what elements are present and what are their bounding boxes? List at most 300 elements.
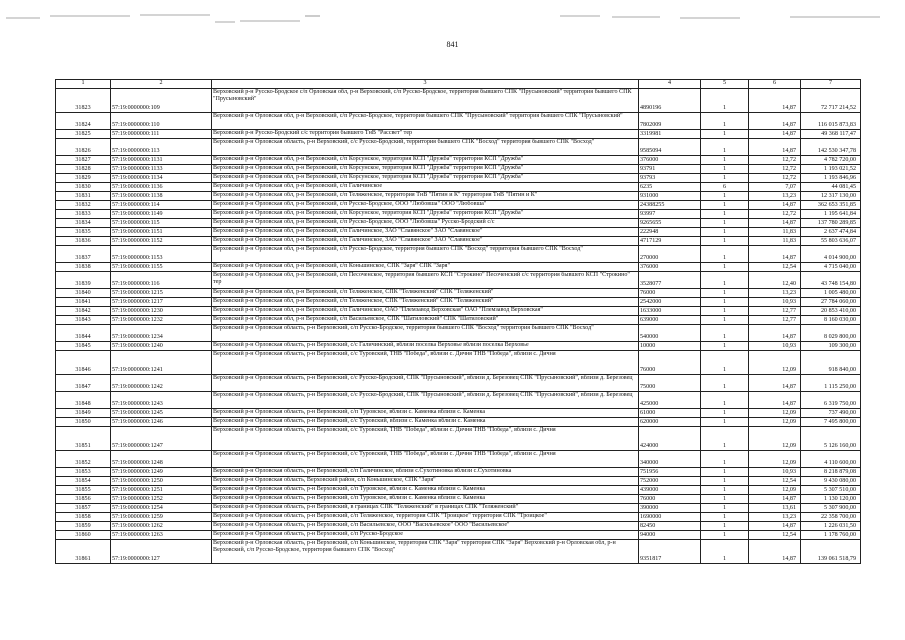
location-description-cell: Верховский р-н Орловская обл, р-н Верховский, с/п Русско-Бродское, ООО "Любовша" Русско-Бродский с/с [212,219,639,228]
area-cell: 7802009 [639,113,701,130]
rate-cell: 12,54 [749,263,801,272]
location-description-cell: Верховский р-н Орловская обл, р-н Верховский, с/п Русско-Бродское, территория бывшего СПК "Прусыновский" территория бывшего СПК "Прусыновский" [212,113,639,130]
table-row [56,130,861,139]
table-row [56,375,861,392]
cadastral-number-cell: 57:19:0000000:1131 [111,156,212,165]
cadastral-value-cell: 43 748 154,80 [801,272,861,289]
cadastral-value-cell: 5 126 160,00 [801,427,861,451]
row-number-cell: 31830 [56,183,111,192]
table-row [56,246,861,263]
location-description-cell: Верховский р-н Орловская обл, р-н Верховский, с/п Галичинское, ЗАО "Славянское" ЗАО "Славянское" [212,228,639,237]
count-cell: 1 [701,351,749,375]
area-cell: 93997 [639,210,701,219]
cadastral-value-cell: 6 319 750,00 [801,392,861,409]
cadastral-number-cell: 57:19:0000000:1149 [111,210,212,219]
cadastral-value-cell: 142 530 347,78 [801,139,861,156]
area-cell: 752000 [639,477,701,486]
count-cell: 1 [701,210,749,219]
table-row [56,156,861,165]
count-cell: 1 [701,316,749,325]
table-row [56,540,861,564]
count-cell: 1 [701,246,749,263]
count-cell: 1 [701,468,749,477]
rate-cell: 12,09 [749,418,801,427]
rate-cell: 14,87 [749,113,801,130]
rate-cell: 14,87 [749,325,801,342]
location-description-cell: Верховский р-н Орловская область, р-н Верховский, с/п Русско-Бродское, территория бывшего СПК "Восход" территория бывшего СПК "Восход" [212,325,639,342]
table-row [56,468,861,477]
cadastral-number-cell: 57:19:0000000:116 [111,272,212,289]
cadastral-value-cell: 12 317 130,00 [801,192,861,201]
cadastral-value-cell: 7 495 800,00 [801,418,861,427]
rate-cell: 13,23 [749,192,801,201]
row-number-cell: 31826 [56,139,111,156]
area-cell: 390000 [639,504,701,513]
table-row [56,451,861,468]
location-description-cell: Верховский р-н Орловская область, р-н Верховский, с/с Галичинский, вблизи поселка Верховье вблизи поселка Верховье [212,342,639,351]
table-row [56,174,861,183]
count-cell: 1 [701,540,749,564]
row-number-cell: 31846 [56,351,111,375]
location-description-cell: Верховский р-н Орловская обл, р-н Верховский, с/п Теляженское, СПК "Теляженский" СПК "Теляженский" [212,289,639,298]
cadastral-number-cell: 57:19:0000000:1242 [111,375,212,392]
table-row [56,495,861,504]
cadastral-value-cell: 9 430 080,00 [801,477,861,486]
cadastral-number-cell: 57:19:0000000:1134 [111,174,212,183]
rate-cell: 14,87 [749,540,801,564]
cadastral-value-cell: 362 653 351,85 [801,201,861,210]
cadastral-number-cell: 57:19:0000000:110 [111,113,212,130]
location-description-cell: Верховский р-н Орловская область, р-н Верховский, с/с Русско-Бродский, территория бывшего СПК "Восход" территория бывшего СПК "Восход" [212,139,639,156]
count-cell: 1 [701,531,749,540]
row-number-cell: 31840 [56,289,111,298]
header-col-7: 7 [801,80,861,89]
location-description-cell: Верховский р-н Орловская область, р-н Верховский, с/с Туровский, ТНВ "Победа", вблизи с. Дичня ТНВ "Победа", вблизи с. Дичня [212,351,639,375]
count-cell: 1 [701,477,749,486]
cadastral-value-cell: 737 490,00 [801,409,861,418]
cadastral-value-cell: 5 307 510,00 [801,486,861,495]
rate-cell: 12,40 [749,272,801,289]
area-cell: 222948 [639,228,701,237]
rate-cell: 12,54 [749,477,801,486]
table-row [56,342,861,351]
rate-cell: 14,87 [749,201,801,210]
table-row [56,522,861,531]
count-cell: 1 [701,89,749,113]
table-row [56,263,861,272]
cadastral-value-cell: 2 637 474,84 [801,228,861,237]
area-cell: 9585094 [639,139,701,156]
rate-cell: 14,87 [749,219,801,228]
table-body [56,89,861,564]
rate-cell: 13,23 [749,289,801,298]
cadastral-number-cell: 57:19:0000000:127 [111,540,212,564]
area-cell: 270000 [639,246,701,263]
location-description-cell: Верховский р-н Орловская область, р-н Верховский, с/п Коньшинское, территория СПК "Заря" территория СПК "Заря" Верховский р-н Орловская обл, р-н Верховский, с/п Русско-Бродское, территория бывшего СПК "Восход" [212,540,639,564]
cadastral-value-cell: 72 717 214,52 [801,89,861,113]
count-cell: 1 [701,263,749,272]
table-row [56,392,861,409]
cadastral-number-cell: 57:19:0000000:1247 [111,427,212,451]
header-col-4: 4 [639,80,701,89]
location-description-cell: Верховский р-н Орловская обл, р-н Верховский, с/п Коньшинское, СПК "Заря" СПК "Заря" [212,263,639,272]
rate-cell: 14,87 [749,392,801,409]
area-cell: 3528077 [639,272,701,289]
cadastral-value-cell: 4 715 040,00 [801,263,861,272]
cadastral-number-cell: 57:19:0000000:1248 [111,451,212,468]
rate-cell: 12,72 [749,156,801,165]
rate-cell: 12,09 [749,486,801,495]
count-cell: 1 [701,201,749,210]
area-cell: 1633000 [639,307,701,316]
location-description-cell: Верховский р-н Орловская обл, р-н Верховский, с/п Васильевское, СПК "Шатиловский" СПК "Шатиловский" [212,316,639,325]
area-cell: 1690000 [639,513,701,522]
rate-cell: 14,87 [749,522,801,531]
table-row [56,513,861,522]
area-cell: 340000 [639,451,701,468]
table-row [56,351,861,375]
cadastral-number-cell: 57:19:0000000:1230 [111,307,212,316]
location-description-cell: Верховский р-н Орловская область, р-н Верховский, в границах СПК "Теляженский" в границах СПК "Теляженский" [212,504,639,513]
cadastral-number-cell: 57:19:0000000:1215 [111,289,212,298]
row-number-cell: 31843 [56,316,111,325]
count-cell: 1 [701,139,749,156]
table-row [56,89,861,113]
row-number-cell: 31858 [56,513,111,522]
cadastral-value-cell: 55 803 636,07 [801,237,861,246]
rate-cell: 14,87 [749,375,801,392]
count-cell: 1 [701,392,749,409]
row-number-cell: 31850 [56,418,111,427]
count-cell: 1 [701,307,749,316]
cadastral-number-cell: 57:19:0000000:1138 [111,192,212,201]
row-number-cell: 31857 [56,504,111,513]
location-description-cell: Верховский р-н Орловская область, р-н Верховский, с/с Русско-Бродский, СПК "Прусыновский", вблизи д. Березовец СПК "Прусыновский", вблизи д. Березовец [212,392,639,409]
cadastral-number-cell: 57:19:0000000:1252 [111,495,212,504]
cadastral-value-cell: 22 358 700,00 [801,513,861,522]
cadastral-number-cell: 57:19:0000000:1249 [111,468,212,477]
area-cell: 751956 [639,468,701,477]
row-number-cell: 31849 [56,409,111,418]
row-number-cell: 31828 [56,165,111,174]
row-number-cell: 31845 [56,342,111,351]
count-cell: 1 [701,165,749,174]
row-number-cell: 31837 [56,246,111,263]
area-cell: 424000 [639,427,701,451]
header-col-5: 5 [701,80,749,89]
cadastral-number-cell: 57:19:0000000:1251 [111,486,212,495]
location-description-cell: Верховский р-н Орловская область, р-н Верховский, с/п Русско-Бродское [212,531,639,540]
area-cell: 61000 [639,409,701,418]
cadastral-number-cell: 57:19:0000000:1151 [111,228,212,237]
location-description-cell: Верховский р-н Орловская область, р-н Верховский, с/с Русско-Бродский, СПК "Прусыновский", вблизи д. Березовец СПК "Прусыновский", вблизи д. Березовец [212,375,639,392]
location-description-cell: Верховский р-н Орловская область, р-н Верховский, с/п Туровское, вблизи с. Каменка вблизи с. Каменка [212,495,639,504]
row-number-cell: 31834 [56,219,111,228]
cadastral-number-cell: 57:19:0000000:1246 [111,418,212,427]
area-cell: 639000 [639,316,701,325]
cadastral-value-cell: 137 780 289,85 [801,219,861,228]
cadastral-value-cell: 109 300,00 [801,342,861,351]
location-description-cell: Верховский р-н Орловская обл, р-н Верховский, с/п Галичинское, ЗАО "Славянское" ЗАО "Славянское" [212,237,639,246]
row-number-cell: 31860 [56,531,111,540]
cadastral-value-cell: 918 840,00 [801,351,861,375]
area-cell: 10000 [639,342,701,351]
table-row [56,531,861,540]
location-description-cell: Верховский р-н Орловская область, Верховский район, с/п Коньшинское, СПК "Заря" [212,477,639,486]
table-row [56,307,861,316]
location-description-cell: Верховский р-н Орловская обл, р-н Верховский, с/п Русско-Бродское, ООО "Любовша" ООО "Любовша" [212,201,639,210]
cadastral-value-cell: 1 178 760,00 [801,531,861,540]
count-cell: 1 [701,219,749,228]
cadastral-number-cell: 57:19:0000000:1243 [111,392,212,409]
rate-cell: 7,07 [749,183,801,192]
area-cell: 93791 [639,165,701,174]
cadastral-value-cell: 116 015 873,83 [801,113,861,130]
count-cell: 1 [701,342,749,351]
table-row [56,298,861,307]
count-cell: 1 [701,427,749,451]
count-cell: 1 [701,486,749,495]
table-row [56,210,861,219]
location-description-cell: Верховский р-н Орловская обл, р-н Верховский, с/п Корсунское, территория КСП "Дружба" территория КСП "Дружба" [212,174,639,183]
cadastral-value-cell: 49 368 117,47 [801,130,861,139]
location-description-cell: Верховский р-н Русско-Бродское с/п Орловская обл, р-н Верховский, с/п Русско-Бродское, территория бывшего СПК "Прусыновский" территория бывшего СПК "Прусыновский" [212,89,639,113]
cadastral-value-cell: 27 784 060,00 [801,298,861,307]
cadastral-number-cell: 57:19:0000000:1259 [111,513,212,522]
rate-cell: 10,93 [749,342,801,351]
header-col-6: 6 [749,80,801,89]
area-cell: 76000 [639,351,701,375]
page-number: 841 [446,40,459,49]
area-cell: 24388255 [639,201,701,210]
row-number-cell: 31852 [56,451,111,468]
cadastral-value-cell: 4 782 720,00 [801,156,861,165]
area-cell: 94000 [639,531,701,540]
rate-cell: 12,09 [749,409,801,418]
rate-cell: 14,87 [749,495,801,504]
cadastral-number-cell: 57:19:0000000:109 [111,89,212,113]
area-cell: 376000 [639,156,701,165]
count-cell: 1 [701,451,749,468]
count-cell: 1 [701,513,749,522]
table-row [56,139,861,156]
row-number-cell: 31839 [56,272,111,289]
table-row [56,165,861,174]
rate-cell: 12,77 [749,307,801,316]
area-cell: 4890196 [639,89,701,113]
row-number-cell: 31859 [56,522,111,531]
cadastral-number-cell: 57:19:0000000:111 [111,130,212,139]
cadastral-value-cell: 8 029 800,00 [801,325,861,342]
location-description-cell: Верховский р-н Орловская область, р-н Верховский, с/п Теляженское, территория СПК "Троицкое" территория СПК "Троицкое" [212,513,639,522]
area-cell: 425000 [639,392,701,409]
row-number-cell: 31832 [56,201,111,210]
cadastral-number-cell: 57:19:0000000:1217 [111,298,212,307]
location-description-cell: Верховский р-н Орловская обл, р-н Верховский, с/п Галичинское [212,183,639,192]
table-row [56,427,861,451]
cadastral-value-cell: 5 307 900,00 [801,504,861,513]
row-number-cell: 31856 [56,495,111,504]
count-cell: 1 [701,156,749,165]
cadastral-number-cell: 57:19:0000000:1263 [111,531,212,540]
location-description-cell: Верховский р-н Орловская обл, р-н Верховский, с/п Корсунское, территория КСП "Дружба" территория КСП "Дружба" [212,210,639,219]
rate-cell: 12,09 [749,427,801,451]
cadastral-value-cell: 1 226 031,50 [801,522,861,531]
cadastral-number-cell: 57:19:0000000:1245 [111,409,212,418]
cadastral-number-cell: 57:19:0000000:1133 [111,165,212,174]
count-cell: 1 [701,522,749,531]
cadastral-number-cell: 57:19:0000000:1240 [111,342,212,351]
table-row [56,409,861,418]
row-number-cell: 31841 [56,298,111,307]
count-cell: 1 [701,228,749,237]
rate-cell: 13,61 [749,504,801,513]
cadastral-number-cell: 57:19:0000000:1232 [111,316,212,325]
row-number-cell: 31854 [56,477,111,486]
row-number-cell: 31823 [56,89,111,113]
table-row [56,237,861,246]
cadastral-number-cell: 57:19:0000000:1241 [111,351,212,375]
cadastral-value-cell: 139 061 518,79 [801,540,861,564]
count-cell: 1 [701,375,749,392]
cadastral-number-cell: 57:19:0000000:1155 [111,263,212,272]
row-number-cell: 31853 [56,468,111,477]
cadastral-value-cell: 1 193 846,96 [801,174,861,183]
count-cell: 1 [701,325,749,342]
location-description-cell: Верховский р-н Орловская обл, р-н Верховский, с/п Корсунское, территория КСП "Дружба" территория КСП "Дружба" [212,156,639,165]
area-cell: 82450 [639,522,701,531]
cadastral-number-cell: 57:19:0000000:1262 [111,522,212,531]
cadastral-number-cell: 57:19:0000000:113 [111,139,212,156]
table-row [56,486,861,495]
table-row [56,113,861,130]
location-description-cell: Верховский р-н Орловская обл, р-н Верховский, с/п Корсунское, территория КСП "Дружба" территория КСП "Дружба" [212,165,639,174]
rate-cell: 11,83 [749,237,801,246]
row-number-cell: 31855 [56,486,111,495]
area-cell: 439000 [639,486,701,495]
cadastral-value-cell: 20 853 410,00 [801,307,861,316]
location-description-cell: Верховский р-н Орловская обл, р-н Верховский, с/п Галичинское, ОАО "Племзавод Верховская" ОАО "Племзавод Верховская" [212,307,639,316]
area-cell: 2542000 [639,298,701,307]
table-row [56,289,861,298]
rate-cell: 12,72 [749,174,801,183]
row-number-cell: 31838 [56,263,111,272]
header-col-1: 1 [56,80,111,89]
count-cell: 1 [701,418,749,427]
row-number-cell: 31827 [56,156,111,165]
area-cell: 6235 [639,183,701,192]
header-col-2: 2 [111,80,212,89]
location-description-cell: Верховский р-н Орловская область, р-н Верховский, с/п Галичинское, вблизи с.Сухотиновка вблизи с.Сухотиновка [212,468,639,477]
table-row [56,325,861,342]
location-description-cell: Верховский р-н Орловская обл, р-н Верховский, с/п Песоченское, территория бывшего КСП "Строкино" Песоченский с/с территория бывшего КСП "Строкино" тер [212,272,639,289]
cadastral-number-cell: 57:19:0000000:1152 [111,237,212,246]
area-cell: 75000 [639,375,701,392]
row-number-cell: 31844 [56,325,111,342]
rate-cell: 14,87 [749,139,801,156]
location-description-cell: Верховский р-н Орловская обл, р-н Верховский, с/п Русско-Бродское, территория бывшего СПК "Восход" территория бывшего СПК "Восход" [212,246,639,263]
rate-cell: 14,87 [749,246,801,263]
area-cell: 93793 [639,174,701,183]
area-cell: 76000 [639,289,701,298]
row-number-cell: 31861 [56,540,111,564]
rate-cell: 10,93 [749,298,801,307]
row-number-cell: 31851 [56,427,111,451]
location-description-cell: Верховский р-н Орловская область, р-н Верховский, с/с Туровский, вблизи с. Каменка вблизи с. Каменка [212,418,639,427]
cadastral-number-cell: 57:19:0000000:1136 [111,183,212,192]
row-number-cell: 31831 [56,192,111,201]
table-row [56,219,861,228]
table-header-row [56,80,861,89]
count-cell: 1 [701,504,749,513]
row-number-cell: 31847 [56,375,111,392]
location-description-cell: Верховский р-н Орловская область, р-н Верховский, с/п Васильевское, ООО "Васильевское" ООО "Васильевское" [212,522,639,531]
cadastral-number-cell: 57:19:0000000:1153 [111,246,212,263]
cadastral-value-cell: 1 130 120,00 [801,495,861,504]
count-cell: 1 [701,192,749,201]
count-cell: 1 [701,130,749,139]
cadastral-value-cell: 4 014 900,00 [801,246,861,263]
rate-cell: 14,87 [749,130,801,139]
scan-header-artifacts [0,0,905,40]
cadastral-number-cell: 57:19:0000000:114 [111,201,212,210]
row-number-cell: 31842 [56,307,111,316]
rate-cell: 11,83 [749,228,801,237]
cadastral-number-cell: 57:19:0000000:1234 [111,325,212,342]
row-number-cell: 31836 [56,237,111,246]
rate-cell: 12,54 [749,531,801,540]
table-row [56,192,861,201]
table-row [56,201,861,210]
cadastral-value-cell: 44 081,45 [801,183,861,192]
table-row [56,504,861,513]
table-row [56,228,861,237]
table-row [56,272,861,289]
table-row [56,418,861,427]
cadastral-number-cell: 57:19:0000000:1250 [111,477,212,486]
cadastral-value-cell: 1 193 021,52 [801,165,861,174]
area-cell: 540000 [639,325,701,342]
count-cell: 6 [701,183,749,192]
location-description-cell: Верховский р-н Орловская область, р-н Верховский, с/с Туровский, ТНВ "Победа", вблизи с. Дичня ТНВ "Победа", вблизи с. Дичня [212,427,639,451]
land-parcels-table [55,79,861,564]
count-cell: 1 [701,272,749,289]
location-description-cell: Верховский р-н Орловская обл, р-н Верховский, с/п Теляженское, СПК "Теляженский" СПК "Теляженский" [212,298,639,307]
cadastral-value-cell: 1 115 250,00 [801,375,861,392]
count-cell: 1 [701,298,749,307]
area-cell: 4717129 [639,237,701,246]
count-cell: 1 [701,174,749,183]
rate-cell: 14,87 [749,89,801,113]
cadastral-number-cell: 57:19:0000000:1254 [111,504,212,513]
row-number-cell: 31835 [56,228,111,237]
count-cell: 1 [701,289,749,298]
count-cell: 1 [701,495,749,504]
rate-cell: 13,23 [749,513,801,522]
area-cell: 931000 [639,192,701,201]
area-cell: 9265655 [639,219,701,228]
row-number-cell: 31824 [56,113,111,130]
area-cell: 3319981 [639,130,701,139]
cadastral-value-cell: 1 195 641,84 [801,210,861,219]
rate-cell: 12,09 [749,451,801,468]
row-number-cell: 31833 [56,210,111,219]
location-description-cell: Верховский р-н Орловская область, р-н Верховский, с/с Туровский, ТНВ "Победа", вблизи с. Дичня ТНВ "Победа", вблизи с. Дичня [212,451,639,468]
rate-cell: 12,09 [749,351,801,375]
table-row [56,183,861,192]
table-row [56,477,861,486]
count-cell: 1 [701,409,749,418]
